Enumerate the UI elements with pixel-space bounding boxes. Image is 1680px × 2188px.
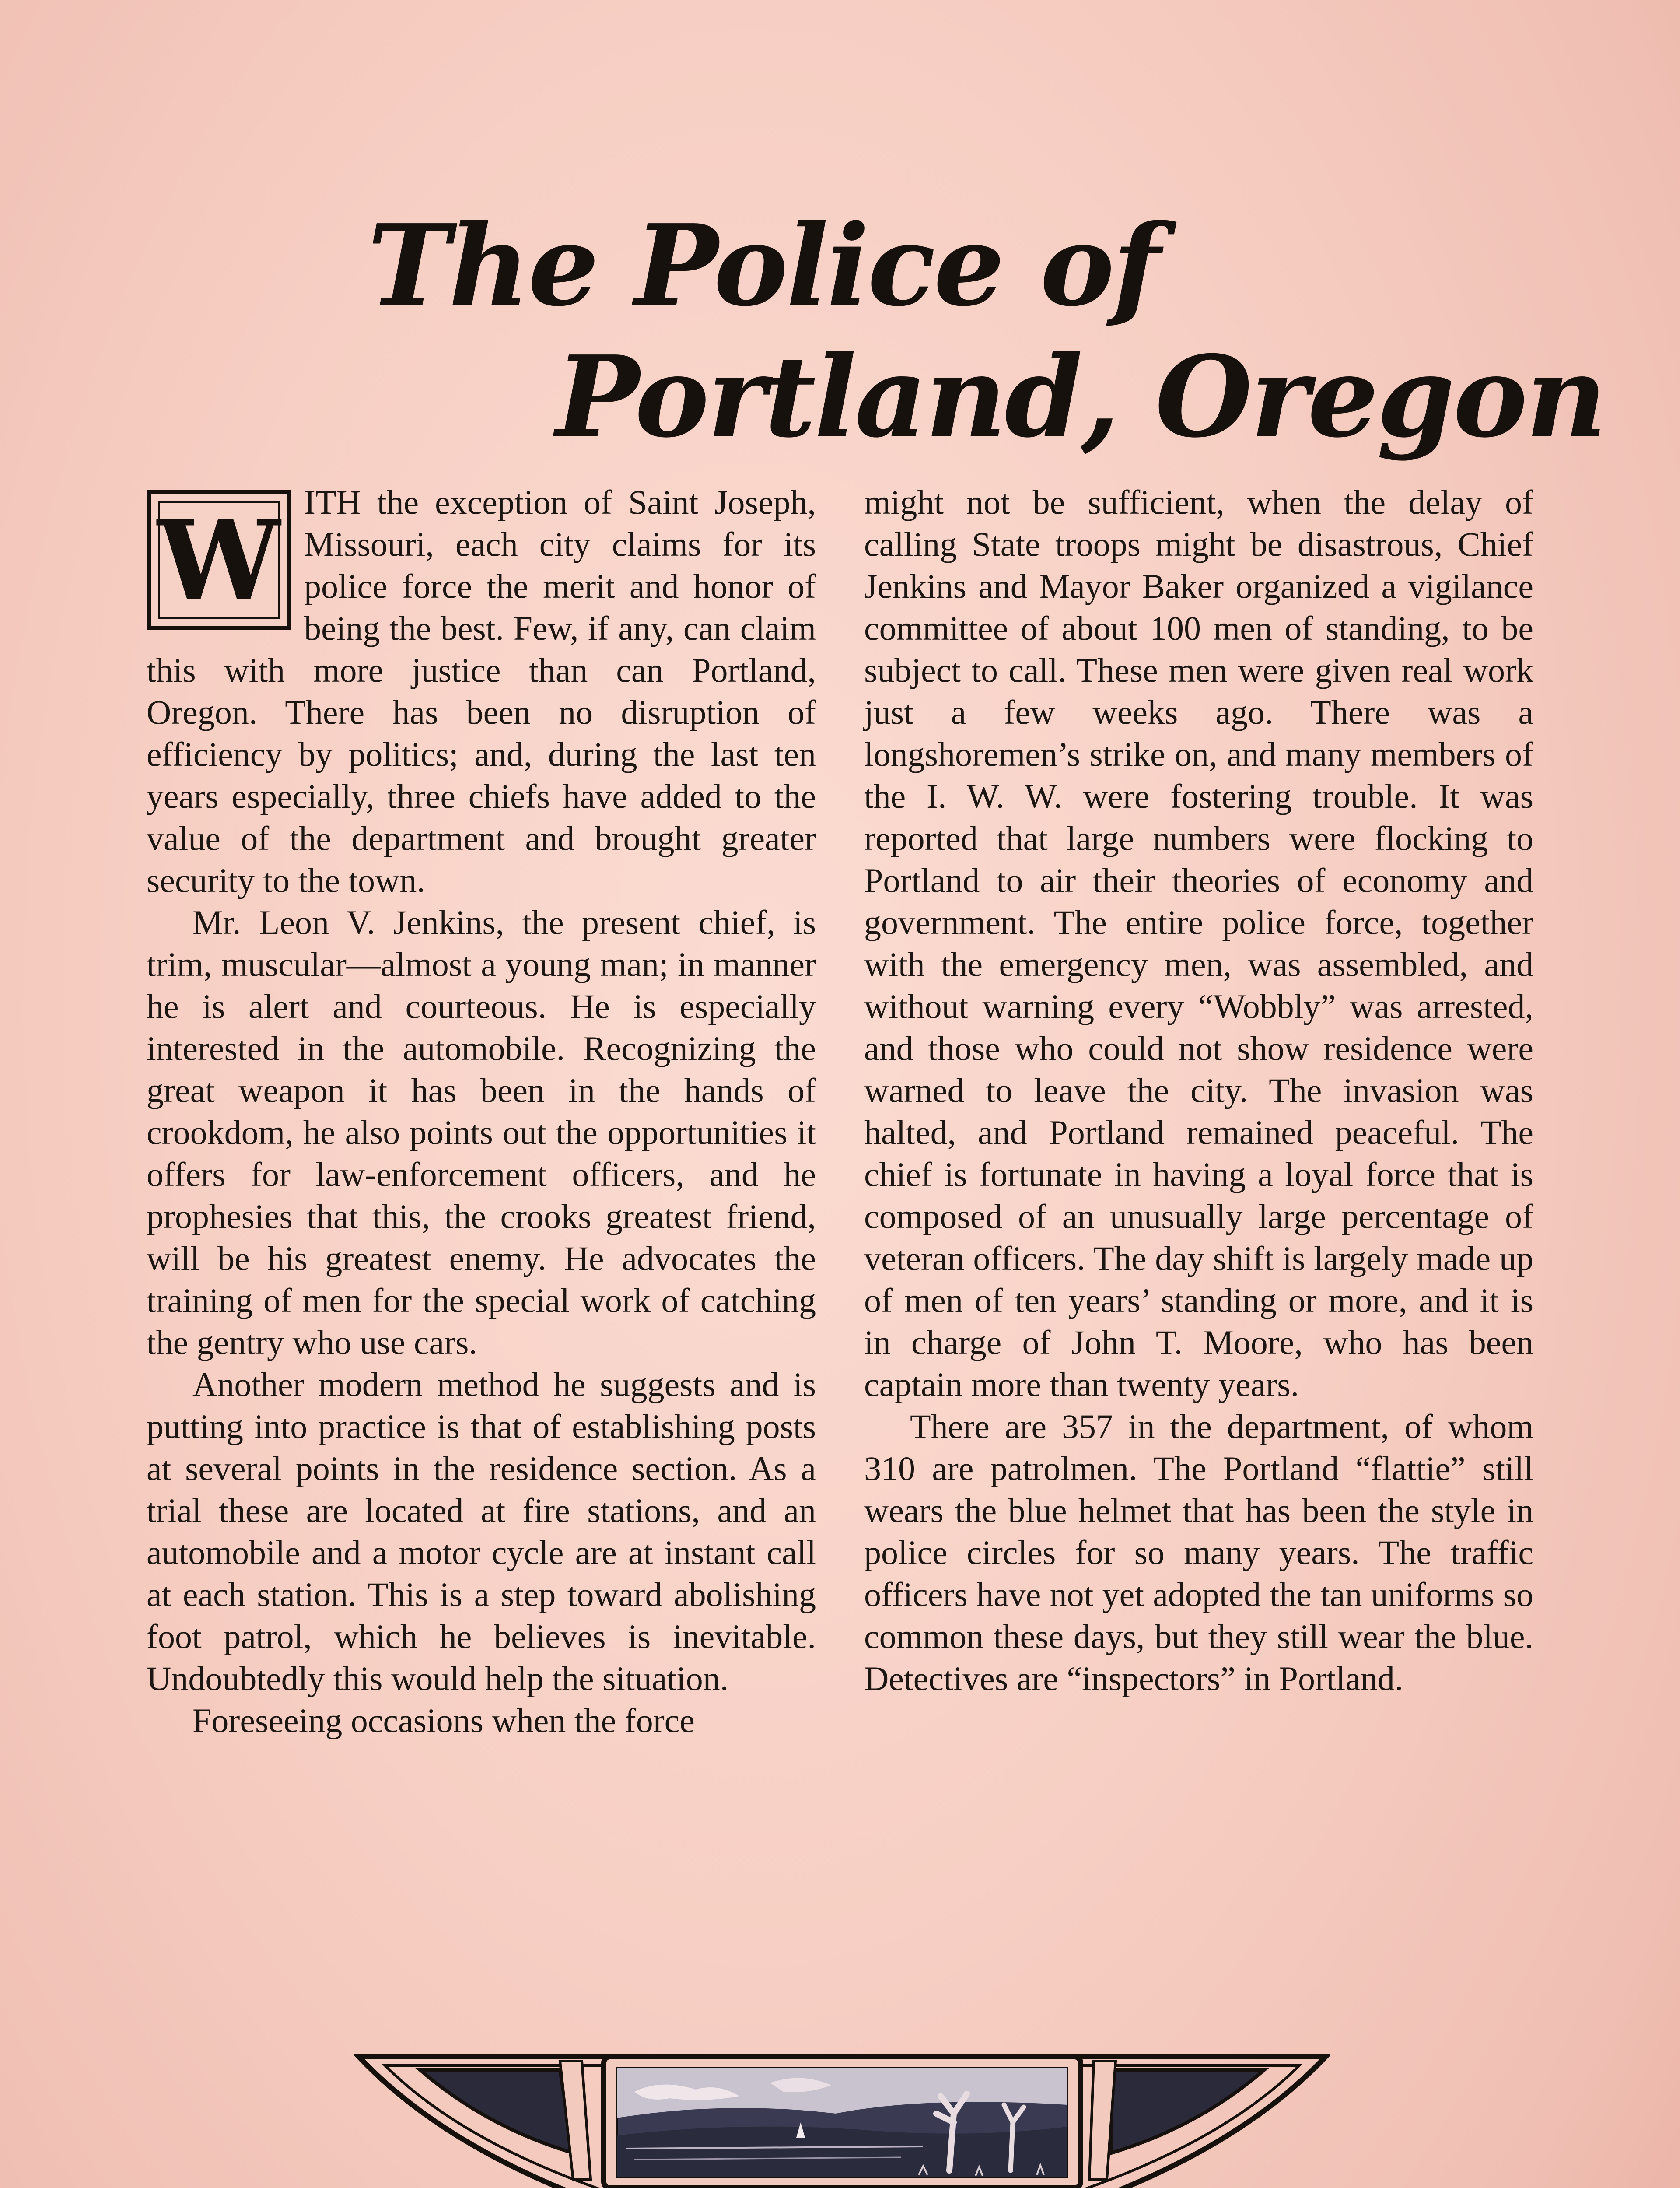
paragraph-5: There are 357 in the department, of whom 310 are patrolmen. The Portland “flattie” still wears the blue helmet that has been the style in police circles for so many years. The traffic officers have not yet adopted the tan uniforms so common these days, but they still wear the blue. Detectives are “inspectors” in Portland.: [864, 1407, 1533, 1697]
drop-cap-letter: W: [157, 496, 280, 624]
article-title-line-1: The Police of: [368, 200, 1159, 331]
paragraph-3: Another modern method he suggests and is putting into practice is that of establishing posts at several points in the residence section. As a trial these are located at fire stations, and an automobile and a motor cycle are at instant call at each station. This is a step toward abolishing foot patrol, which he believes is inevitable. Undoubtedly this would help the situation.: [147, 1365, 816, 1697]
paragraph-1: ITH the exception of Saint Joseph, Missouri, each city claims for its police force the merit and honor of being the best. Few, if any, can claim this with more justice than can Portland, Oregon. There has been no disruption of efficiency by politics; and, during the last ten years especially, three chiefs have added to the value of the department and brought greater security to the town.: [147, 483, 816, 899]
drop-cap-frame: [147, 490, 291, 630]
article-title-line-2: Portland, Oregon: [556, 332, 1605, 463]
landscape-vignette-ornament-icon: [354, 2048, 1330, 2188]
paragraph-4-start: Foreseeing occasions when the force: [192, 1701, 695, 1739]
text-column-left: [147, 481, 816, 1742]
text-column-right: [864, 481, 1533, 1700]
paragraph-2: Mr. Leon V. Jenkins, the present chief, is trim, muscular—almost a young man; in manner he is alert and courteous. He is especially interested in the automobile. Recognizing the great weapon it has been in the hands of crookdom, he also points out the opportunities it offers for law-enforcement officers, and he prophesies that this, the crooks greatest friend, will be his greatest enemy. He advocates the training of men for the special work of catching the gentry who use cars.: [147, 903, 816, 1361]
paragraph-4-continued: might not be sufficient, when the delay of calling State troops might be disastrous, Chief Jenkins and Mayor Baker organized a vigilance committee of about 100 men of standing, to be subject to call. These men were given real work just a few weeks ago. There was a longshoremen’s strike on, and many members of the I. W. W. were fostering trouble. It was reported that large numbers were flocking to Portland to air their theories of economy and government. The entire police force, together with the emergency men, was assembled, and without warning every “Wobbly” was arrested, and those who could not show residence were warned to leave the city. The invasion was halted, and Portland remained peaceful. The chief is fortunate in having a loyal force that is composed of an unusually large percentage of veteran officers. The day shift is largely made up of men of ten years’ standing or more, and it is in charge of John T. Moore, who has been captain more than twenty years.: [864, 483, 1533, 1403]
